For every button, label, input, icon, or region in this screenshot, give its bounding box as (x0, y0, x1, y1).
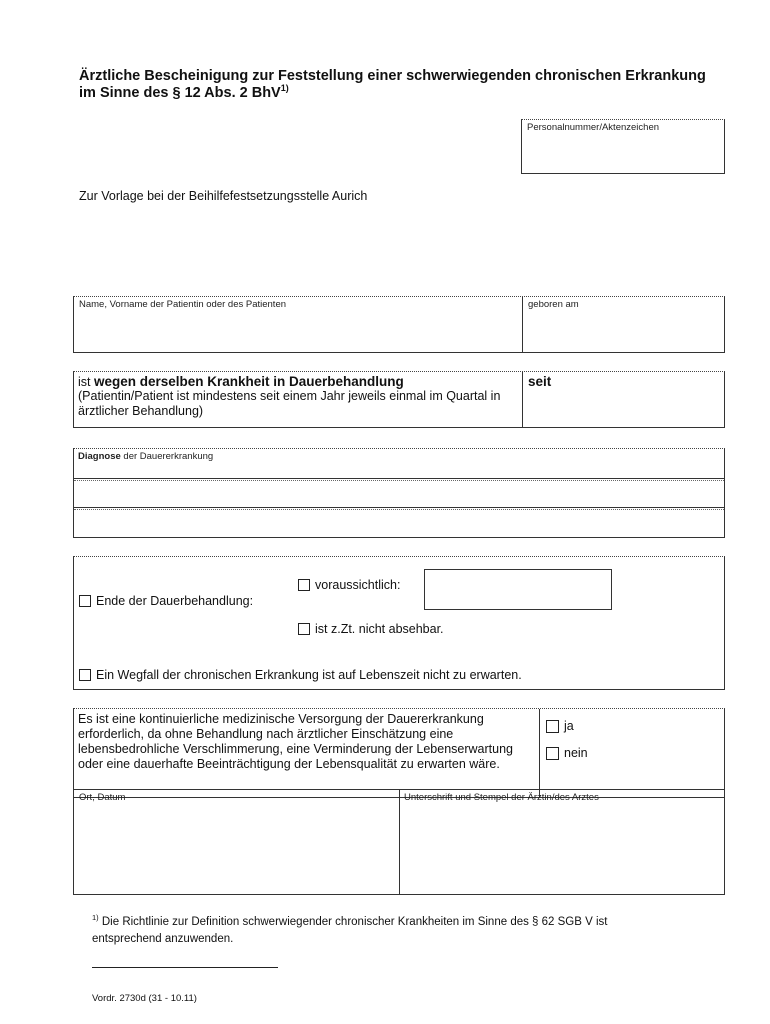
treatment-since-label: seit (528, 374, 552, 389)
footnote-line1: $^{1)}$ Die Richtlinie zur Definition schwerwiegender chronischer Krankheiten im Sinne des § 62 SGB V ist (92, 913, 608, 928)
treatment-statement-bold: wegen derselben Krankheit in Dauerbehandlung (93, 374, 404, 389)
form-title-line1: Ärztliche Bescheinigung zur Feststellung einer schwerwiegenden chronischen Erkrankung (79, 68, 706, 84)
expected-end-label: voraussichtlich: (315, 578, 401, 592)
patient-name-label: Name, Vorname der Patientin oder des Patienten (79, 299, 287, 310)
diagnosis-section (73, 448, 725, 538)
submission-note: Zur Vorlage bei der Beihilfefestsetzungsstelle Aurich (79, 189, 368, 203)
diagnosis-input-line-3[interactable] (74, 510, 724, 537)
treatment-section (73, 371, 725, 428)
footnote-marker: 1) (92, 913, 99, 922)
continuous-care-section (73, 708, 725, 798)
treatment-note-line1: (Patientin/Patient ist mindestens seit einem Jahr jeweils einmal im Quartal in (78, 389, 501, 403)
treatment-statement: ist wegen derselben Krankheit in Dauerbehandlung (78, 374, 404, 389)
lifetime-checkbox[interactable] (79, 669, 91, 681)
unforeseeable-end-label: ist z.Zt. nicht absehbar. (315, 622, 444, 636)
expected-end-date-field[interactable] (424, 569, 612, 610)
end-of-treatment-checkbox[interactable] (79, 595, 91, 607)
footnote-reference: 1) (280, 83, 289, 94)
doctor-signature-label: Unterschrift und Stempel der Ärztin/des Arztes (404, 792, 599, 803)
continuous-care-divider (539, 709, 540, 797)
footer-rule (92, 967, 278, 968)
patient-name-field[interactable] (74, 297, 522, 352)
unforeseeable-end-checkbox[interactable] (298, 623, 310, 635)
continuous-care-line2: erforderlich, da ohne Behandlung nach ärztlicher Einschätzung eine (78, 727, 454, 741)
place-date-label: Ort, Datum (79, 792, 126, 803)
continuous-care-line4: oder eine dauerhafte Beeinträchtigung der Lebensqualität zu erwarten wäre. (78, 757, 500, 771)
form-title (79, 68, 729, 102)
lifetime-label: Ein Wegfall der chronischen Erkrankung ist auf Lebenszeit nicht zu erwarten. (96, 668, 522, 682)
care-no-checkbox[interactable] (546, 747, 559, 760)
date-of-birth-label: geboren am (528, 299, 579, 310)
footnote-line2: entsprechend anzuwenden. (92, 932, 234, 945)
doctor-signature-field[interactable] (400, 790, 724, 894)
place-date-field[interactable] (74, 790, 399, 894)
reference-number-label: Personalnummer/Aktenzeichen (527, 122, 660, 133)
treatment-note-line2: ärztlicher Behandlung) (78, 404, 204, 418)
signature-section (73, 789, 725, 895)
diagnosis-input-line-1[interactable] (74, 462, 724, 478)
care-no-label: nein (564, 746, 588, 760)
diagnosis-line-divider-2 (74, 507, 724, 508)
diagnosis-label: Diagnose der Dauererkrankung (78, 451, 214, 462)
form-number: Vordr. 2730d (31 - 10.11) (92, 993, 197, 1004)
date-of-birth-field[interactable] (523, 297, 725, 352)
care-yes-checkbox[interactable] (546, 720, 559, 733)
diagnosis-input-line-2[interactable] (74, 481, 724, 507)
treatment-since-field[interactable] (523, 372, 725, 427)
form-title-line2: im Sinne des § 12 Abs. 2 BhV$^{1)}$ (79, 83, 289, 101)
reference-number-field[interactable] (521, 119, 725, 174)
expected-end-checkbox[interactable] (298, 579, 310, 591)
end-of-treatment-label: Ende der Dauerbehandlung: (96, 594, 254, 608)
continuous-care-line3: lebensbedrohliche Verschlimmerung, eine Verminderung der Lebenserwartung (78, 742, 513, 756)
footnote (92, 909, 692, 948)
end-of-treatment-section (73, 556, 725, 690)
diagnosis-line-divider-1 (74, 478, 724, 479)
patient-section (73, 296, 725, 353)
continuous-care-line1: Es ist eine kontinuierliche medizinische Versorgung der Dauererkrankung (78, 712, 484, 726)
care-yes-label: ja (564, 719, 574, 733)
